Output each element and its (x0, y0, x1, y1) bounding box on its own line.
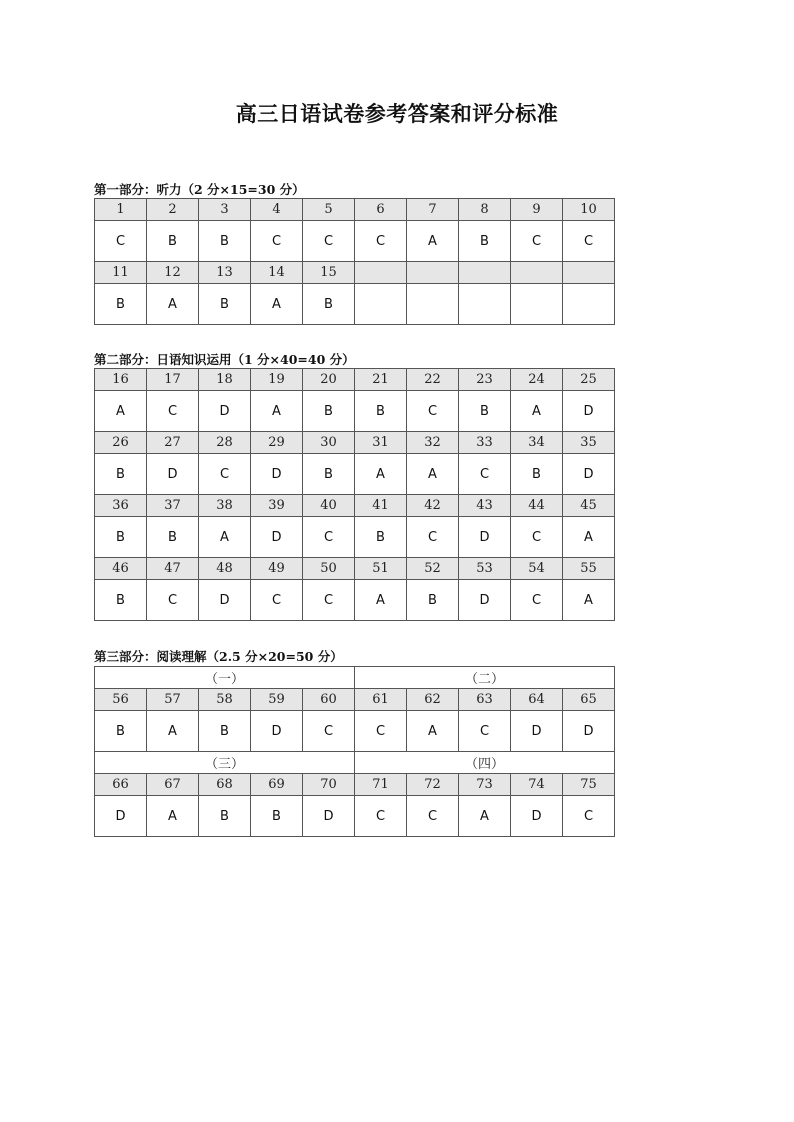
answer-cell: B (355, 517, 407, 558)
answer-cell (355, 284, 407, 325)
answer-cell: D (563, 454, 615, 495)
question-number-cell: 28 (199, 432, 251, 454)
question-number-cell: 55 (563, 558, 615, 580)
question-number-cell: 21 (355, 369, 407, 391)
answer-cell: C (459, 454, 511, 495)
question-number-cell: 6 (355, 199, 407, 221)
question-number-cell: 51 (355, 558, 407, 580)
question-number-cell: 8 (459, 199, 511, 221)
answer-cell: D (95, 796, 147, 837)
answer-cell: A (511, 391, 563, 432)
question-number-cell: 59 (251, 689, 303, 711)
answer-cell: A (407, 454, 459, 495)
question-number-cell: 26 (95, 432, 147, 454)
answer-cell: D (459, 580, 511, 621)
question-number-cell: 18 (199, 369, 251, 391)
question-number-row (95, 774, 615, 796)
answer-cell: A (407, 711, 459, 752)
answer-cell: B (199, 284, 251, 325)
answer-cell: B (459, 221, 511, 262)
question-number-cell: 56 (95, 689, 147, 711)
answer-cell: B (407, 580, 459, 621)
answer-cell: A (95, 391, 147, 432)
question-number-cell: 60 (303, 689, 355, 711)
answer-cell: A (147, 796, 199, 837)
question-number-cell: 5 (303, 199, 355, 221)
question-number-cell: 74 (511, 774, 563, 796)
passage-group-row (95, 752, 615, 774)
answer-cell: D (563, 391, 615, 432)
answer-cell: D (511, 711, 563, 752)
page-title: 高三日语试卷参考答案和评分标准 (235, 102, 559, 126)
answer-cell (459, 284, 511, 325)
question-number-cell (407, 262, 459, 284)
question-number-cell: 67 (147, 774, 199, 796)
answer-cell: B (511, 454, 563, 495)
question-number-cell: 49 (251, 558, 303, 580)
question-number-cell: 61 (355, 689, 407, 711)
answer-cell: C (511, 580, 563, 621)
answer-cell: B (199, 221, 251, 262)
question-number-cell: 13 (199, 262, 251, 284)
answer-cell: B (95, 711, 147, 752)
answer-cell: C (355, 796, 407, 837)
answer-cell: C (303, 580, 355, 621)
answer-cell: B (303, 454, 355, 495)
question-number-cell: 39 (251, 495, 303, 517)
question-number-cell: 37 (147, 495, 199, 517)
passage-group-label: （一） (95, 667, 355, 689)
answer-cell: C (147, 391, 199, 432)
answer-row (95, 517, 615, 558)
answer-cell: B (95, 517, 147, 558)
answer-cell: C (563, 221, 615, 262)
answer-cell: B (95, 454, 147, 495)
passage-group-label: （三） (95, 752, 355, 774)
question-number-cell: 29 (251, 432, 303, 454)
question-number-cell: 63 (459, 689, 511, 711)
answer-cell: A (355, 454, 407, 495)
question-number-cell: 42 (407, 495, 459, 517)
question-number-row (95, 262, 615, 284)
answer-cell: B (147, 221, 199, 262)
question-number-cell: 41 (355, 495, 407, 517)
question-number-cell: 23 (459, 369, 511, 391)
question-number-cell: 73 (459, 774, 511, 796)
question-number-cell: 66 (95, 774, 147, 796)
answer-row (95, 221, 615, 262)
answer-cell: C (303, 221, 355, 262)
answer-cell: D (147, 454, 199, 495)
answer-cell: B (199, 796, 251, 837)
question-number-cell: 75 (563, 774, 615, 796)
question-number-cell: 31 (355, 432, 407, 454)
question-number-cell: 35 (563, 432, 615, 454)
question-number-cell: 45 (563, 495, 615, 517)
question-number-cell: 19 (251, 369, 303, 391)
question-number-cell: 30 (303, 432, 355, 454)
question-number-cell (459, 262, 511, 284)
question-number-cell: 20 (303, 369, 355, 391)
answer-cell: B (459, 391, 511, 432)
question-number-cell: 24 (511, 369, 563, 391)
question-number-cell: 48 (199, 558, 251, 580)
question-number-cell: 22 (407, 369, 459, 391)
answer-cell: C (355, 221, 407, 262)
answer-cell: D (199, 391, 251, 432)
question-number-cell: 34 (511, 432, 563, 454)
answer-cell: D (199, 580, 251, 621)
answer-cell: C (511, 517, 563, 558)
question-number-row (95, 689, 615, 711)
answer-cell (563, 284, 615, 325)
answer-row (95, 391, 615, 432)
question-number-cell: 71 (355, 774, 407, 796)
answer-cell: B (251, 796, 303, 837)
answer-cell: A (147, 711, 199, 752)
question-number-cell: 58 (199, 689, 251, 711)
answer-cell: C (251, 580, 303, 621)
question-number-row (95, 495, 615, 517)
question-number-cell (355, 262, 407, 284)
answer-cell: D (251, 711, 303, 752)
answer-cell: B (95, 284, 147, 325)
answer-row (95, 284, 615, 325)
answer-table-language-knowledge (94, 368, 615, 621)
question-number-cell: 44 (511, 495, 563, 517)
answer-cell: B (303, 284, 355, 325)
section-heading-language-knowledge: 第二部分：日语知识运用（1 分×40=40 分） (94, 352, 355, 367)
answer-row (95, 796, 615, 837)
answer-cell: B (199, 711, 251, 752)
question-number-cell: 46 (95, 558, 147, 580)
question-number-cell: 40 (303, 495, 355, 517)
answer-cell: A (199, 517, 251, 558)
answer-cell: C (199, 454, 251, 495)
question-number-cell: 36 (95, 495, 147, 517)
question-number-cell: 32 (407, 432, 459, 454)
section-heading-reading: 第三部分：阅读理解（2.5 分×20=50 分） (94, 649, 343, 664)
answer-cell: A (563, 580, 615, 621)
answer-cell: B (303, 391, 355, 432)
question-number-cell: 7 (407, 199, 459, 221)
answer-cell: C (147, 580, 199, 621)
question-number-cell: 65 (563, 689, 615, 711)
question-number-cell: 27 (147, 432, 199, 454)
question-number-cell: 64 (511, 689, 563, 711)
answer-cell: C (511, 221, 563, 262)
answer-cell: C (355, 711, 407, 752)
answer-cell: D (303, 796, 355, 837)
question-number-cell: 25 (563, 369, 615, 391)
passage-group-row (95, 667, 615, 689)
answer-row (95, 711, 615, 752)
answer-cell: A (147, 284, 199, 325)
answer-cell: D (459, 517, 511, 558)
answer-cell: A (407, 221, 459, 262)
answer-row (95, 454, 615, 495)
question-number-cell: 14 (251, 262, 303, 284)
question-number-row (95, 432, 615, 454)
question-number-row (95, 369, 615, 391)
answer-cell: C (563, 796, 615, 837)
answer-cell: A (459, 796, 511, 837)
answer-cell: B (355, 391, 407, 432)
answer-cell: C (251, 221, 303, 262)
answer-cell: A (251, 391, 303, 432)
question-number-cell: 53 (459, 558, 511, 580)
question-number-cell: 3 (199, 199, 251, 221)
question-number-cell: 70 (303, 774, 355, 796)
passage-group-label: （四） (355, 752, 615, 774)
question-number-cell: 43 (459, 495, 511, 517)
answer-cell: A (251, 284, 303, 325)
question-number-cell: 72 (407, 774, 459, 796)
question-number-cell: 1 (95, 199, 147, 221)
answer-cell: B (95, 580, 147, 621)
question-number-cell: 9 (511, 199, 563, 221)
passage-group-label: （二） (355, 667, 615, 689)
answer-cell (511, 284, 563, 325)
question-number-cell: 33 (459, 432, 511, 454)
question-number-cell (563, 262, 615, 284)
answer-cell: A (563, 517, 615, 558)
question-number-cell: 16 (95, 369, 147, 391)
answer-cell: C (407, 796, 459, 837)
question-number-row (95, 558, 615, 580)
answer-table-listening (94, 198, 615, 325)
question-number-cell: 52 (407, 558, 459, 580)
question-number-cell: 50 (303, 558, 355, 580)
answer-cell: B (147, 517, 199, 558)
answer-cell: C (303, 517, 355, 558)
question-number-cell: 12 (147, 262, 199, 284)
answer-cell: C (459, 711, 511, 752)
question-number-cell: 62 (407, 689, 459, 711)
answer-cell: C (95, 221, 147, 262)
answer-cell: D (511, 796, 563, 837)
question-number-cell: 38 (199, 495, 251, 517)
question-number-cell: 54 (511, 558, 563, 580)
question-number-cell: 15 (303, 262, 355, 284)
answer-cell: A (355, 580, 407, 621)
question-number-row (95, 199, 615, 221)
answer-cell: C (303, 711, 355, 752)
question-number-cell: 68 (199, 774, 251, 796)
answer-cell: C (407, 391, 459, 432)
question-number-cell (511, 262, 563, 284)
question-number-cell: 4 (251, 199, 303, 221)
answer-cell: D (563, 711, 615, 752)
question-number-cell: 11 (95, 262, 147, 284)
question-number-cell: 47 (147, 558, 199, 580)
answer-cell: D (251, 517, 303, 558)
question-number-cell: 57 (147, 689, 199, 711)
question-number-cell: 10 (563, 199, 615, 221)
answer-table-reading (94, 666, 615, 837)
answer-cell (407, 284, 459, 325)
answer-cell: D (251, 454, 303, 495)
question-number-cell: 2 (147, 199, 199, 221)
section-heading-listening: 第一部分：听力（2 分×15=30 分） (94, 182, 305, 197)
answer-cell: C (407, 517, 459, 558)
question-number-cell: 69 (251, 774, 303, 796)
answer-row (95, 580, 615, 621)
question-number-cell: 17 (147, 369, 199, 391)
